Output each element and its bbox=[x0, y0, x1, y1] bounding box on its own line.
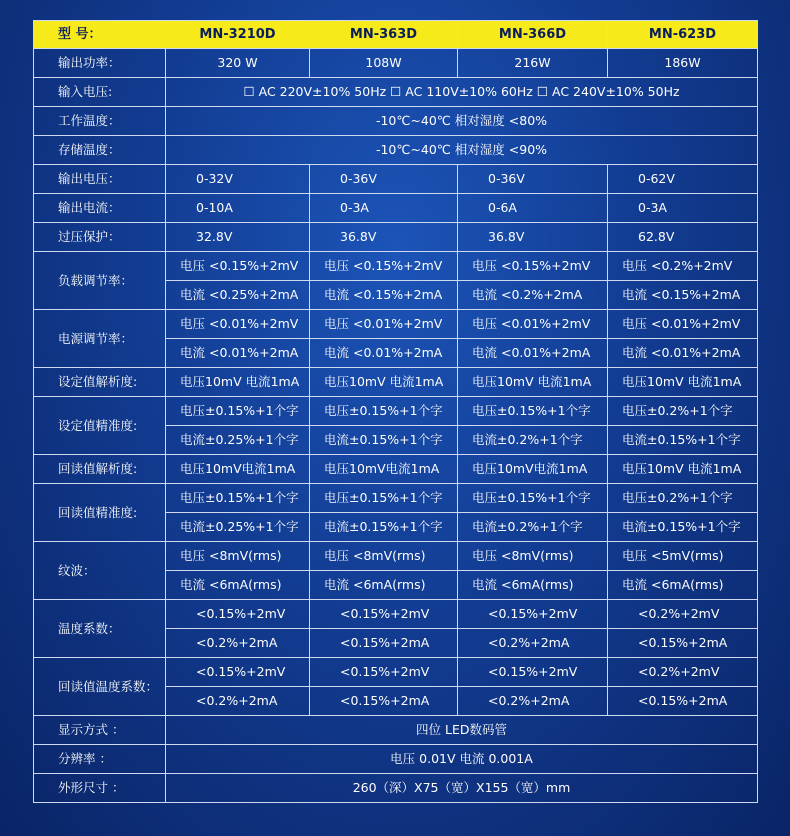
cell-value: 电流 <0.15%+2mA bbox=[608, 281, 758, 310]
cell-value: 电压10mV 电流1mA bbox=[166, 368, 310, 397]
cell-value: 电流 <6mA(rms) bbox=[166, 571, 310, 600]
cell-value: 电流±0.25%+1个字 bbox=[166, 513, 310, 542]
cell-value: 电压10mV 电流1mA bbox=[310, 368, 458, 397]
cell-value: 电流±0.15%+1个字 bbox=[310, 513, 458, 542]
cell-value: 电压 <0.01%+2mV bbox=[458, 310, 608, 339]
row-set-resolution bbox=[34, 368, 758, 397]
row-set-accuracy bbox=[34, 397, 758, 426]
cell-value: 电压±0.15%+1个字 bbox=[166, 484, 310, 513]
row-dimensions bbox=[34, 774, 758, 803]
cell-value: -10℃~40℃ 相对湿度 <90% bbox=[166, 136, 758, 165]
row-ripple bbox=[34, 542, 758, 571]
row-label: 回读值温度系数： bbox=[34, 658, 166, 716]
cell-value: 四位 LED数码管 bbox=[166, 716, 758, 745]
cell-value: 电压 <0.15%+2mV bbox=[458, 252, 608, 281]
cell-value: 电流 <0.25%+2mA bbox=[166, 281, 310, 310]
cell-value: 电压 <0.2%+2mV bbox=[608, 252, 758, 281]
row-label: 负载调节率： bbox=[34, 252, 166, 310]
row-ovp bbox=[34, 223, 758, 252]
cell-value: 108W bbox=[310, 49, 458, 78]
row-label: 设定值精准度: bbox=[34, 397, 166, 455]
row-temp-coeff bbox=[34, 600, 758, 629]
cell-value: 电压 <0.15%+2mV bbox=[310, 252, 458, 281]
row-output-current bbox=[34, 194, 758, 223]
cell-value: 电流 <0.15%+2mA bbox=[310, 281, 458, 310]
cell-value: 电压±0.15%+1个字 bbox=[166, 397, 310, 426]
model-name: MN-366D bbox=[458, 21, 608, 49]
cell-value: 186W bbox=[608, 49, 758, 78]
row-readback-accuracy bbox=[34, 484, 758, 513]
cell-value: <0.15%+2mV bbox=[458, 600, 608, 629]
cell-value: 电压±0.2%+1个字 bbox=[608, 484, 758, 513]
cell-value: 电压 <8mV(rms) bbox=[166, 542, 310, 571]
cell-value: 32.8V bbox=[166, 223, 310, 252]
cell-value: 电流 <0.01%+2mA bbox=[166, 339, 310, 368]
cell-value: 电流 <6mA(rms) bbox=[458, 571, 608, 600]
cell-value: 0-3A bbox=[310, 194, 458, 223]
model-name: MN-3210D bbox=[166, 21, 310, 49]
row-readback-resolution bbox=[34, 455, 758, 484]
row-label: 回读值精准度: bbox=[34, 484, 166, 542]
row-label: 纹波： bbox=[34, 542, 166, 600]
cell-value: 电流 <0.01%+2mA bbox=[608, 339, 758, 368]
cell-value: 电压±0.15%+1个字 bbox=[458, 397, 608, 426]
cell-value: 0-36V bbox=[458, 165, 608, 194]
row-label: 设定值解析度: bbox=[34, 368, 166, 397]
cell-value: 电流±0.2%+1个字 bbox=[458, 513, 608, 542]
cell-value: 36.8V bbox=[458, 223, 608, 252]
row-label: 外形尺寸 ： bbox=[34, 774, 166, 803]
cell-value: 电压10mV 电流1mA bbox=[608, 455, 758, 484]
cell-value: 电压10mV电流1mA bbox=[166, 455, 310, 484]
model-name: MN-363D bbox=[310, 21, 458, 49]
row-label: 回读值解析度: bbox=[34, 455, 166, 484]
cell-value: 电压±0.15%+1个字 bbox=[458, 484, 608, 513]
cell-value: 0-10A bbox=[166, 194, 310, 223]
row-working-temp bbox=[34, 107, 758, 136]
row-load-regulation bbox=[34, 252, 758, 281]
cell-value: <0.15%+2mA bbox=[310, 687, 458, 716]
cell-value: 电压 <0.01%+2mV bbox=[310, 310, 458, 339]
cell-value: 电压 0.01V 电流 0.001A bbox=[166, 745, 758, 774]
header-label: 型 号： bbox=[34, 21, 166, 49]
cell-value: ☐ AC 220V±10% 50Hz ☐ AC 110V±10% 60Hz ☐ AC 240V±10% 50Hz bbox=[166, 78, 758, 107]
cell-value: 电流 <0.01%+2mA bbox=[310, 339, 458, 368]
cell-value: <0.2%+2mV bbox=[608, 658, 758, 687]
row-label: 显示方式 ： bbox=[34, 716, 166, 745]
row-label: 温度系数： bbox=[34, 600, 166, 658]
cell-value: <0.15%+2mV bbox=[310, 658, 458, 687]
cell-value: 电压±0.2%+1个字 bbox=[608, 397, 758, 426]
cell-value: <0.15%+2mA bbox=[608, 687, 758, 716]
cell-value: <0.2%+2mA bbox=[166, 687, 310, 716]
cell-value: 0-6A bbox=[458, 194, 608, 223]
cell-value: 电压 <8mV(rms) bbox=[458, 542, 608, 571]
cell-value: <0.15%+2mV bbox=[458, 658, 608, 687]
cell-value: 电流 <0.2%+2mA bbox=[458, 281, 608, 310]
cell-value: 电压 <8mV(rms) bbox=[310, 542, 458, 571]
cell-value: 电压 <0.15%+2mV bbox=[166, 252, 310, 281]
cell-value: 电压 <5mV(rms) bbox=[608, 542, 758, 571]
cell-value: <0.15%+2mA bbox=[310, 629, 458, 658]
cell-value: 216W bbox=[458, 49, 608, 78]
cell-value: 电流 <0.01%+2mA bbox=[458, 339, 608, 368]
cell-value: 电流 <6mA(rms) bbox=[608, 571, 758, 600]
cell-value: 电压 <0.01%+2mV bbox=[166, 310, 310, 339]
row-label: 分辨率 ： bbox=[34, 745, 166, 774]
cell-value: 电流±0.15%+1个字 bbox=[310, 426, 458, 455]
cell-value: <0.2%+2mV bbox=[608, 600, 758, 629]
row-label: 存储温度： bbox=[34, 136, 166, 165]
cell-value: 电流±0.25%+1个字 bbox=[166, 426, 310, 455]
row-label: 工作温度： bbox=[34, 107, 166, 136]
row-storage-temp bbox=[34, 136, 758, 165]
cell-value: 320 W bbox=[166, 49, 310, 78]
cell-value: 电流±0.15%+1个字 bbox=[608, 426, 758, 455]
row-label: 电源调节率： bbox=[34, 310, 166, 368]
cell-value: <0.15%+2mV bbox=[166, 658, 310, 687]
row-label: 输出电流： bbox=[34, 194, 166, 223]
cell-value: 电压±0.15%+1个字 bbox=[310, 484, 458, 513]
spec-table bbox=[33, 20, 758, 803]
cell-value: <0.2%+2mA bbox=[458, 687, 608, 716]
header-row bbox=[34, 21, 758, 49]
model-name: MN-623D bbox=[608, 21, 758, 49]
cell-value: 62.8V bbox=[608, 223, 758, 252]
cell-value: 电压10mV 电流1mA bbox=[608, 368, 758, 397]
row-label: 过压保护： bbox=[34, 223, 166, 252]
cell-value: 0-62V bbox=[608, 165, 758, 194]
cell-value: <0.2%+2mA bbox=[458, 629, 608, 658]
row-output-power bbox=[34, 49, 758, 78]
cell-value: 电压 <0.01%+2mV bbox=[608, 310, 758, 339]
cell-value: 电压±0.15%+1个字 bbox=[310, 397, 458, 426]
cell-value: 电压10mV 电流1mA bbox=[458, 368, 608, 397]
cell-value: 电压10mV电流1mA bbox=[458, 455, 608, 484]
cell-value: -10℃~40℃ 相对湿度 <80% bbox=[166, 107, 758, 136]
cell-value: 电流±0.15%+1个字 bbox=[608, 513, 758, 542]
row-resolution bbox=[34, 745, 758, 774]
cell-value: 电流 <6mA(rms) bbox=[310, 571, 458, 600]
cell-value: <0.2%+2mA bbox=[166, 629, 310, 658]
cell-value: 电压10mV电流1mA bbox=[310, 455, 458, 484]
row-output-voltage bbox=[34, 165, 758, 194]
cell-value: 电流±0.2%+1个字 bbox=[458, 426, 608, 455]
cell-value: 0-36V bbox=[310, 165, 458, 194]
row-label: 输入电压: bbox=[34, 78, 166, 107]
row-label: 输出功率： bbox=[34, 49, 166, 78]
row-display bbox=[34, 716, 758, 745]
cell-value: <0.15%+2mA bbox=[608, 629, 758, 658]
cell-value: <0.15%+2mV bbox=[166, 600, 310, 629]
cell-value: 0-3A bbox=[608, 194, 758, 223]
row-label: 输出电压： bbox=[34, 165, 166, 194]
row-readback-temp-coeff bbox=[34, 658, 758, 687]
cell-value: 36.8V bbox=[310, 223, 458, 252]
row-input-voltage bbox=[34, 78, 758, 107]
cell-value: 260（深）X75（宽）X155（宽）mm bbox=[166, 774, 758, 803]
cell-value: <0.15%+2mV bbox=[310, 600, 458, 629]
row-source-regulation bbox=[34, 310, 758, 339]
cell-value: 0-32V bbox=[166, 165, 310, 194]
